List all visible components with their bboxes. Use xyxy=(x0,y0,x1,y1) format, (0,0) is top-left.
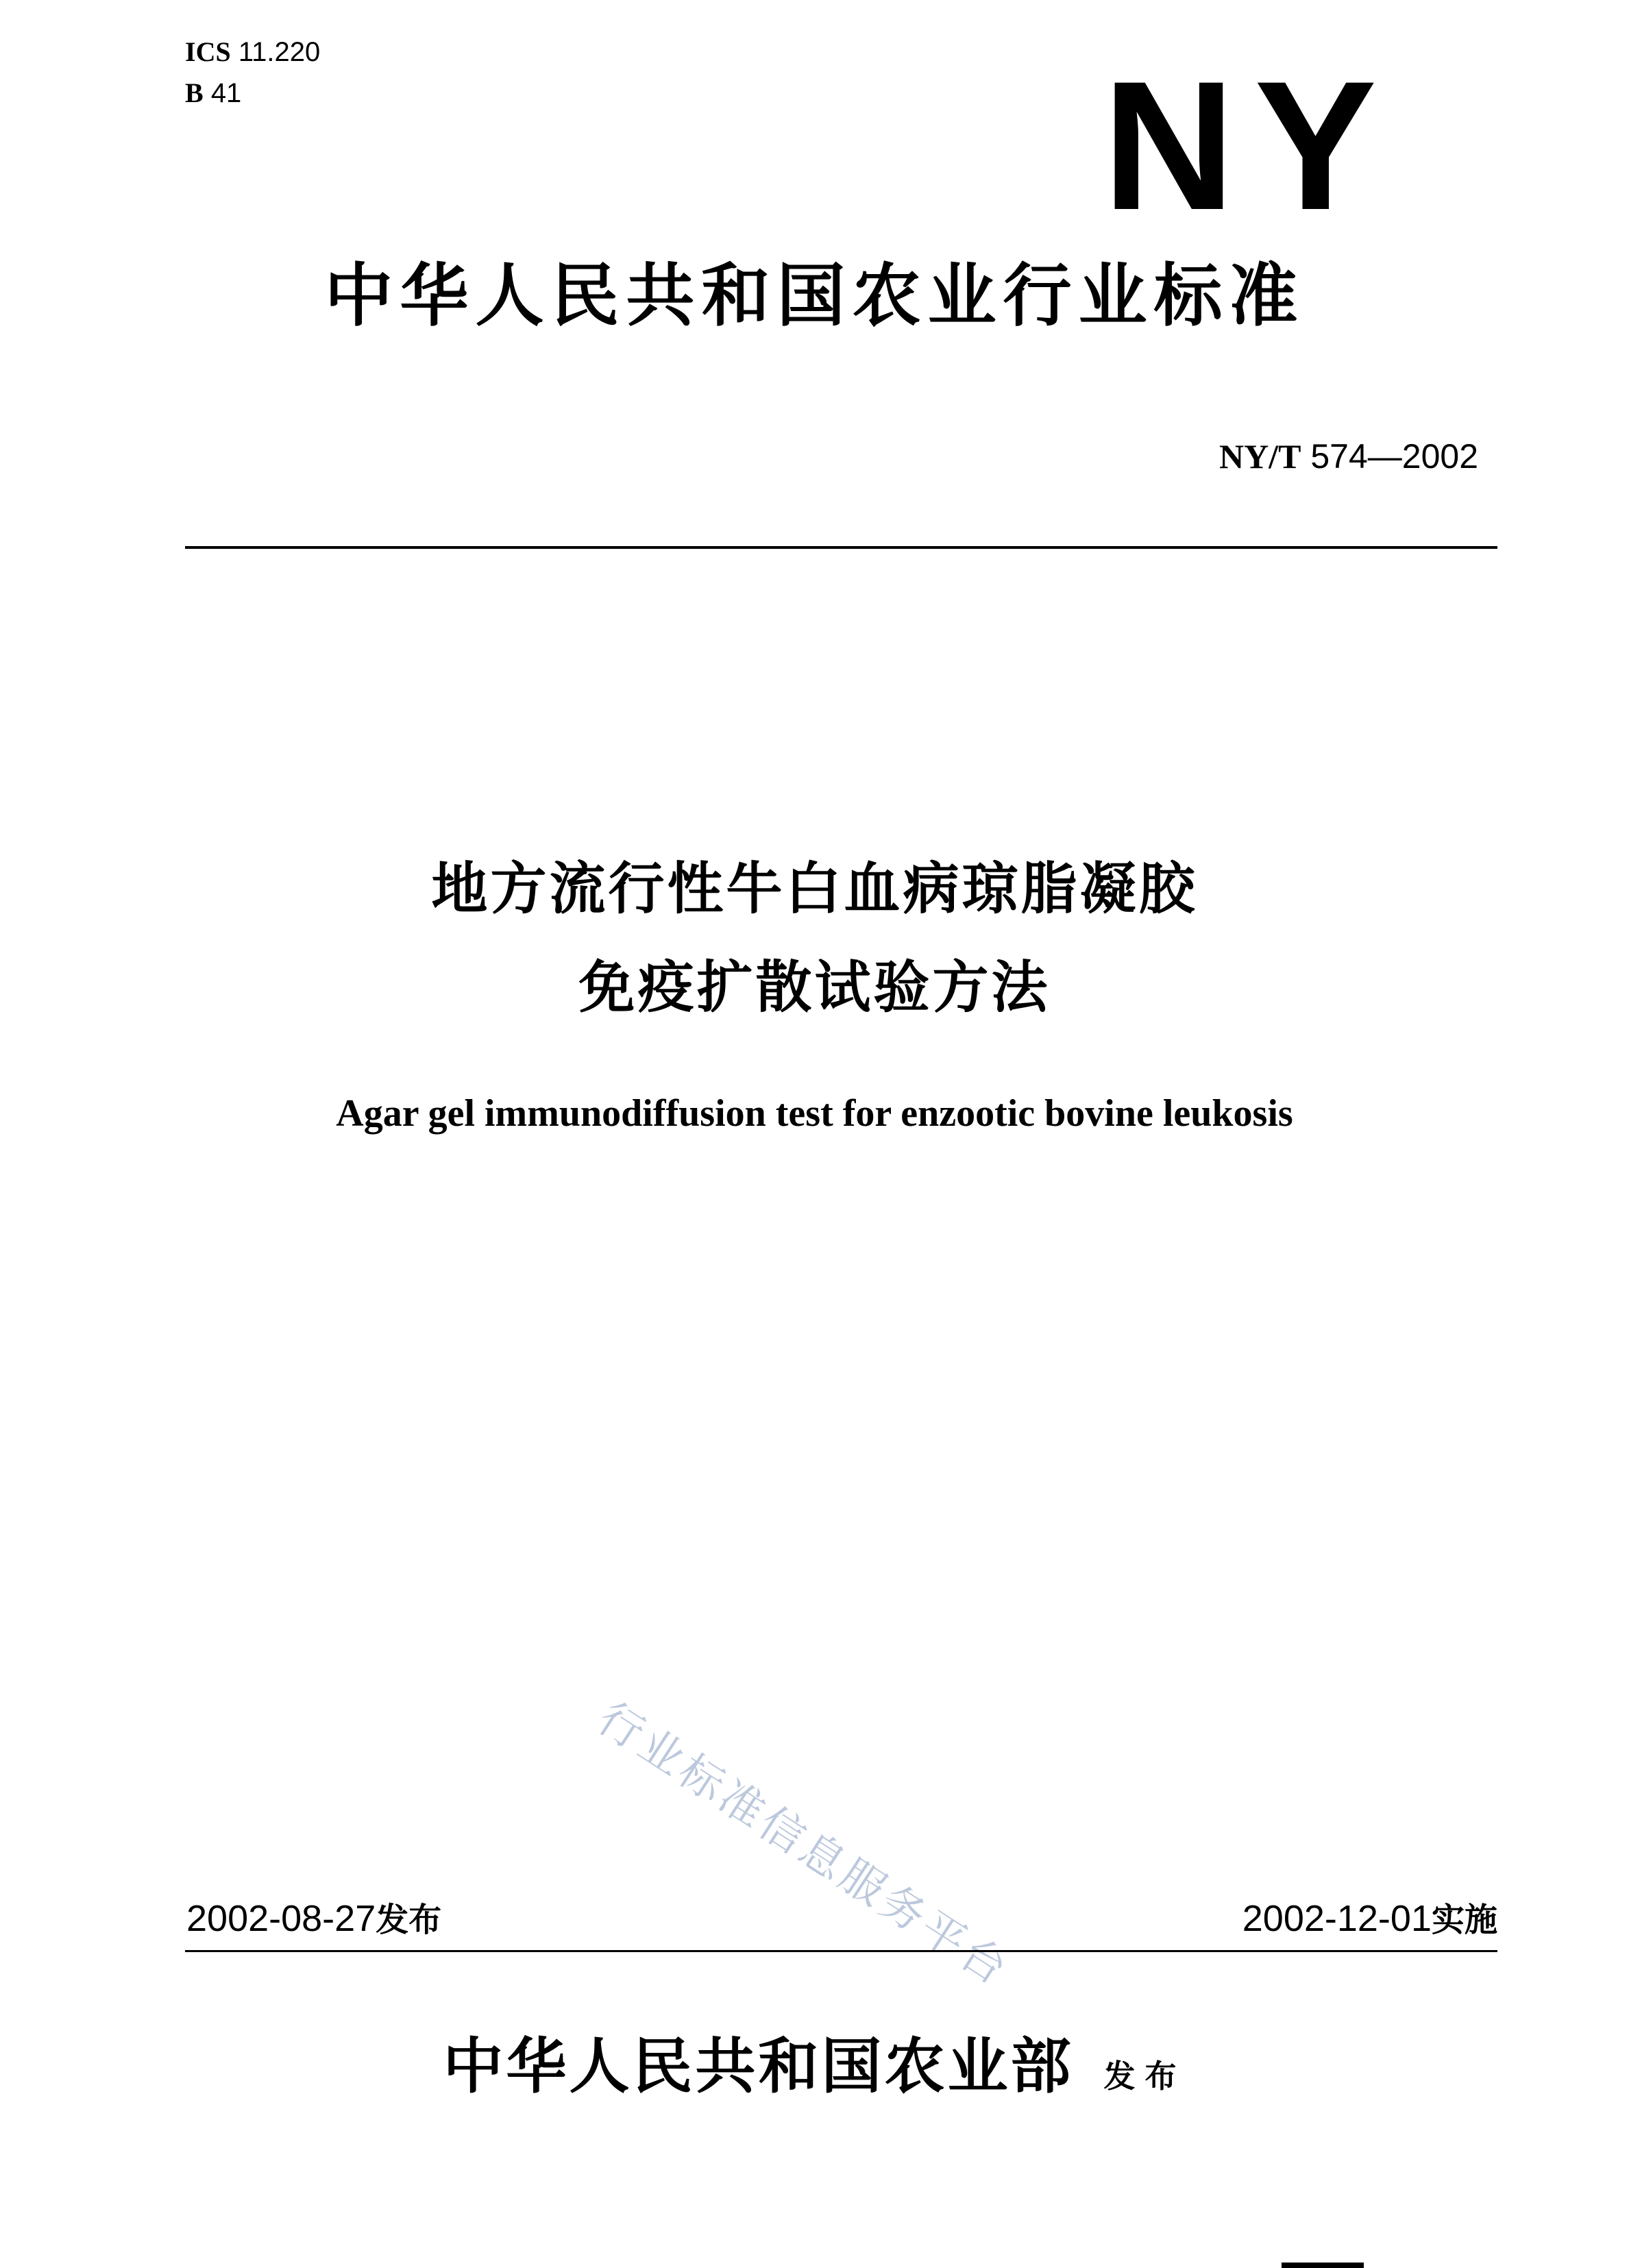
english-title: Agar gel immunodiffusion test for enzootic bovine leukosis xyxy=(336,1092,1293,1135)
header-divider xyxy=(185,546,1497,549)
ccs-value: 41 xyxy=(210,78,242,108)
ics-value: 11.220 xyxy=(238,37,321,67)
implement-date-value: 2002-12-01 xyxy=(1242,1898,1432,1939)
footer-divider xyxy=(185,1950,1497,1952)
ics-classification xyxy=(185,36,320,69)
standard-number xyxy=(1219,436,1478,477)
ny-logo: NY xyxy=(1102,42,1396,248)
publish-date xyxy=(186,1897,441,1942)
issuer-name: 中华人民共和国农业部 xyxy=(443,2030,1074,2101)
scan-edge-mark xyxy=(1282,2263,1364,2268)
issuer xyxy=(0,2028,1629,2104)
ics-prefix: ICS xyxy=(185,36,231,67)
document-title-line-1: 地方流行性牛白血病琼脂凝胶 xyxy=(431,856,1198,922)
standard-number-prefix: NY/T xyxy=(1218,437,1301,476)
implement-label: 实施 xyxy=(1431,1901,1497,1939)
ccs-prefix: B xyxy=(185,77,204,108)
publish-label: 发布 xyxy=(376,1901,442,1939)
standard-number-value: 574—2002 xyxy=(1310,437,1478,476)
implement-date xyxy=(1242,1897,1497,1942)
issuer-label: 发布 xyxy=(1103,2058,1186,2095)
document-title-line-2: 免疫扩散试验方法 xyxy=(578,955,1051,1020)
ccs-classification xyxy=(185,77,241,110)
watermark: 行业标准信息服务平台 xyxy=(589,1692,1019,1997)
publish-date-value: 2002-08-27 xyxy=(186,1898,376,1939)
standard-category-title: 中华人民共和国农业行业标准 xyxy=(324,256,1305,336)
